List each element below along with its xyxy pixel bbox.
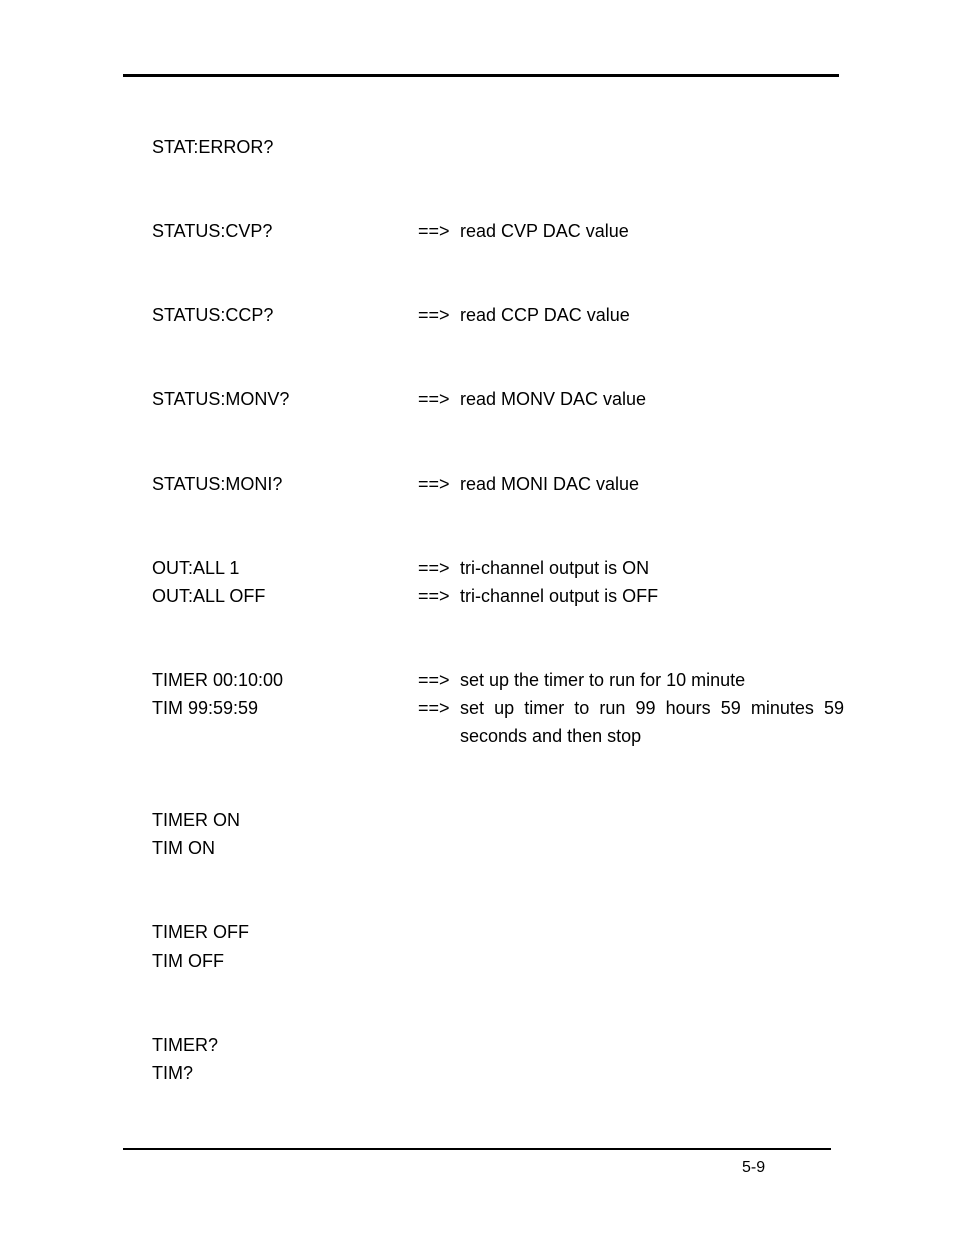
- command-text: STAT:ERROR?: [152, 137, 274, 157]
- command-description: read CCP DAC value: [460, 305, 630, 325]
- command-description: tri-channel output is OFF: [460, 586, 659, 606]
- command-text: OUT:ALL 1: [152, 558, 240, 578]
- arrow-marker: ==>: [418, 698, 450, 718]
- command-text: TIM OFF: [152, 951, 224, 971]
- command-line-tim-on: [0, 834, 954, 862]
- command-description: read CVP DAC value: [460, 221, 629, 241]
- command-text: OUT:ALL OFF: [152, 586, 266, 606]
- command-line-tim-set: [0, 694, 954, 722]
- command-line-status-moni: [0, 470, 954, 498]
- command-text: TIM ON: [152, 838, 215, 858]
- command-line-status-cvp: [0, 217, 954, 245]
- command-text: STATUS:CVP?: [152, 221, 273, 241]
- command-description: set up timer to run 99 hours 59 minutes 59: [460, 698, 844, 718]
- command-line-tim-query: [0, 1059, 954, 1087]
- command-line-timer-set: [0, 666, 954, 694]
- command-description: set up the timer to run for 10 minute: [460, 670, 746, 690]
- arrow-marker: ==>: [418, 474, 450, 494]
- command-text: TIMER OFF: [152, 922, 249, 942]
- arrow-marker: ==>: [418, 558, 450, 578]
- command-line-tim-off: [0, 947, 954, 975]
- arrow-marker: ==>: [418, 586, 450, 606]
- header-rule: [123, 74, 839, 77]
- command-text: TIM 99:59:59: [152, 698, 259, 718]
- command-description: read MONI DAC value: [460, 474, 640, 494]
- command-line-out-all-on: [0, 554, 954, 582]
- arrow-marker: ==>: [418, 389, 450, 409]
- command-text: TIMER 00:10:00: [152, 670, 284, 690]
- command-text: TIM?: [152, 1063, 194, 1083]
- command-line-status-monv: [0, 385, 954, 413]
- command-line-out-all-off: [0, 582, 954, 610]
- command-text: STATUS:MONV?: [152, 389, 290, 409]
- command-line-timer-on: [0, 806, 954, 834]
- footer-rule: [123, 1148, 831, 1150]
- arrow-marker: ==>: [418, 670, 450, 690]
- page-number: 5-9: [742, 1159, 766, 1176]
- command-description: read MONV DAC value: [460, 389, 647, 409]
- arrow-marker: ==>: [418, 221, 450, 241]
- command-description-continuation: [0, 722, 954, 750]
- command-line-status-ccp: [0, 301, 954, 329]
- command-text: TIMER?: [152, 1035, 219, 1055]
- command-text: STATUS:CCP?: [152, 305, 274, 325]
- command-description: tri-channel output is ON: [460, 558, 650, 578]
- command-description: seconds and then stop: [460, 726, 642, 746]
- command-line-timer-query: [0, 1031, 954, 1059]
- command-line-timer-off: [0, 918, 954, 946]
- command-text: STATUS:MONI?: [152, 474, 283, 494]
- arrow-marker: ==>: [418, 305, 450, 325]
- command-line-stat-error: [0, 133, 954, 161]
- command-text: TIMER ON: [152, 810, 240, 830]
